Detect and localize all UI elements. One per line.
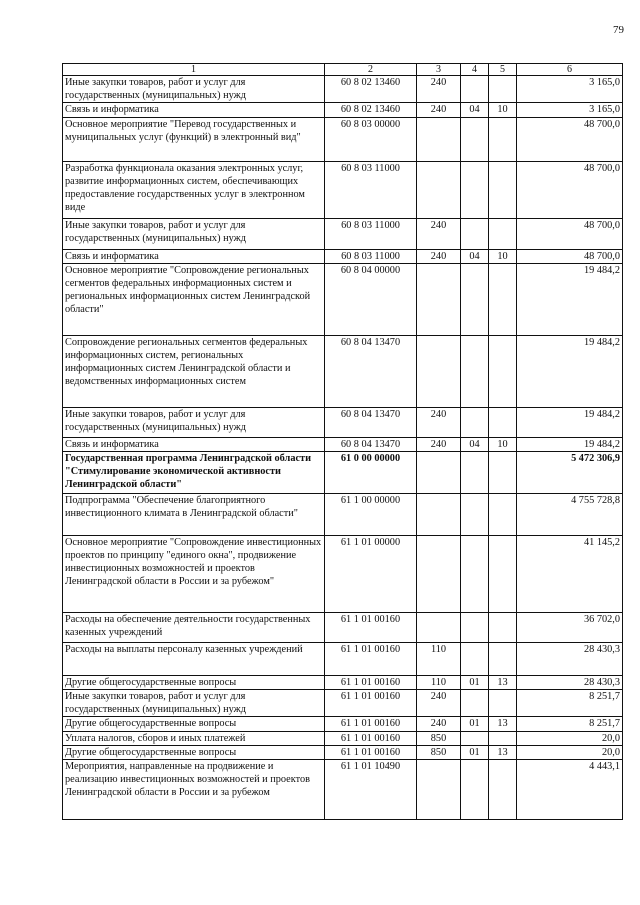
row-expense-type: 850	[417, 731, 461, 745]
row-name: Расходы на обеспечение деятельности государственных казенных учреждений	[63, 612, 325, 642]
table-row	[63, 249, 623, 263]
row-code: 60 8 04 13470	[325, 407, 417, 437]
row-expense-type: 240	[417, 407, 461, 437]
row-section: 04	[461, 437, 489, 451]
row-expense-type: 110	[417, 675, 461, 689]
row-sum: 8 251,7	[517, 690, 623, 717]
row-subsection	[489, 612, 517, 642]
row-section	[461, 76, 489, 103]
row-subsection: 10	[489, 437, 517, 451]
header-col-2: 2	[325, 64, 417, 76]
row-code: 61 0 00 00000	[325, 451, 417, 493]
row-subsection	[489, 731, 517, 745]
row-code: 61 1 00 00000	[325, 493, 417, 535]
header-col-5: 5	[489, 64, 517, 76]
row-section	[461, 731, 489, 745]
row-name: Другие общегосударственные вопросы	[63, 675, 325, 689]
table-row	[63, 745, 623, 759]
row-name: Расходы на выплаты персоналу казенных учреждений	[63, 642, 325, 675]
row-expense-type	[417, 117, 461, 161]
row-code: 60 8 03 00000	[325, 117, 417, 161]
row-subsection	[489, 76, 517, 103]
row-expense-type: 240	[417, 76, 461, 103]
row-name: Основное мероприятие "Сопровождение региональных сегментов федеральных информационных систем и региональных информационных систем Ленинградской области"	[63, 263, 325, 335]
row-code: 61 1 01 00160	[325, 690, 417, 717]
row-code: 60 8 03 11000	[325, 161, 417, 218]
row-expense-type	[417, 451, 461, 493]
row-name: Разработка функционала оказания электронных услуг, развитие информационных систем, обеспечивающих предоставление государственных услуг в электронном виде	[63, 161, 325, 218]
row-subsection	[489, 759, 517, 819]
row-subsection	[489, 263, 517, 335]
table-row	[63, 493, 623, 535]
table-row	[63, 731, 623, 745]
table-body	[63, 76, 623, 820]
row-subsection: 13	[489, 717, 517, 731]
page-number: 79	[613, 24, 624, 36]
row-section	[461, 451, 489, 493]
row-expense-type	[417, 493, 461, 535]
row-expense-type: 240	[417, 690, 461, 717]
table-row	[63, 642, 623, 675]
row-subsection: 10	[489, 103, 517, 117]
row-name: Подпрограмма "Обеспечение благоприятного инвестиционного климата в Ленинградской области"	[63, 493, 325, 535]
row-sum: 48 700,0	[517, 249, 623, 263]
row-section	[461, 161, 489, 218]
row-subsection	[489, 493, 517, 535]
row-section	[461, 535, 489, 612]
row-code: 61 1 01 00160	[325, 731, 417, 745]
table-row	[63, 218, 623, 249]
table-row	[63, 535, 623, 612]
row-code: 61 1 01 00160	[325, 745, 417, 759]
row-name: Основное мероприятие "Сопровождение инвестиционных проектов по принципу "единого окна", продвижение инвестиционных возможностей и проектов Ленинградской области в России и за рубежом"	[63, 535, 325, 612]
row-section: 01	[461, 745, 489, 759]
row-code: 60 8 03 11000	[325, 218, 417, 249]
row-name: Связь и информатика	[63, 437, 325, 451]
table-row	[63, 263, 623, 335]
row-code: 61 1 01 00160	[325, 675, 417, 689]
table-row	[63, 76, 623, 103]
row-expense-type	[417, 535, 461, 612]
row-section	[461, 117, 489, 161]
row-name: Иные закупки товаров, работ и услуг для государственных (муниципальных) нужд	[63, 76, 325, 103]
row-code: 61 1 01 00160	[325, 612, 417, 642]
row-subsection	[489, 451, 517, 493]
row-expense-type: 240	[417, 103, 461, 117]
table-row	[63, 335, 623, 407]
row-expense-type	[417, 263, 461, 335]
budget-table	[62, 63, 623, 820]
row-subsection	[489, 642, 517, 675]
table-row	[63, 717, 623, 731]
table-row	[63, 437, 623, 451]
row-sum: 3 165,0	[517, 76, 623, 103]
row-section	[461, 218, 489, 249]
row-subsection	[489, 218, 517, 249]
row-sum: 19 484,2	[517, 263, 623, 335]
row-sum: 48 700,0	[517, 117, 623, 161]
row-expense-type	[417, 612, 461, 642]
row-sum: 4 443,1	[517, 759, 623, 819]
table-row	[63, 690, 623, 717]
row-code: 60 8 04 13470	[325, 335, 417, 407]
row-subsection	[489, 161, 517, 218]
header-row	[63, 64, 623, 76]
row-name: Связь и информатика	[63, 249, 325, 263]
row-code: 60 8 04 13470	[325, 437, 417, 451]
row-expense-type: 240	[417, 437, 461, 451]
row-subsection	[489, 690, 517, 717]
row-subsection	[489, 535, 517, 612]
row-sum: 5 472 306,9	[517, 451, 623, 493]
row-name: Иные закупки товаров, работ и услуг для государственных (муниципальных) нужд	[63, 218, 325, 249]
row-expense-type	[417, 759, 461, 819]
header-col-4: 4	[461, 64, 489, 76]
row-sum: 19 484,2	[517, 407, 623, 437]
row-sum: 28 430,3	[517, 642, 623, 675]
row-code: 60 8 04 00000	[325, 263, 417, 335]
row-subsection	[489, 335, 517, 407]
row-subsection	[489, 407, 517, 437]
header-col-1: 1	[63, 64, 325, 76]
row-name: Основное мероприятие "Перевод государственных и муниципальных услуг (функций) в электронный вид"	[63, 117, 325, 161]
row-sum: 8 251,7	[517, 717, 623, 731]
row-code: 61 1 01 00160	[325, 642, 417, 675]
row-name: Сопровождение региональных сегментов федеральных информационных систем, региональных информационных систем Ленинградской области и ведомственных информационных систем	[63, 335, 325, 407]
row-sum: 20,0	[517, 731, 623, 745]
row-section	[461, 493, 489, 535]
row-sum: 4 755 728,8	[517, 493, 623, 535]
row-subsection: 13	[489, 745, 517, 759]
row-sum: 19 484,2	[517, 437, 623, 451]
header-col-6: 6	[517, 64, 623, 76]
row-name: Иные закупки товаров, работ и услуг для государственных (муниципальных) нужд	[63, 407, 325, 437]
row-code: 60 8 03 11000	[325, 249, 417, 263]
row-sum: 3 165,0	[517, 103, 623, 117]
table-row	[63, 103, 623, 117]
row-sum: 48 700,0	[517, 161, 623, 218]
row-code: 61 1 01 10490	[325, 759, 417, 819]
table-row	[63, 759, 623, 819]
row-section	[461, 407, 489, 437]
row-sum: 19 484,2	[517, 335, 623, 407]
row-section: 01	[461, 717, 489, 731]
row-expense-type: 240	[417, 249, 461, 263]
table-row	[63, 117, 623, 161]
table-row	[63, 451, 623, 493]
row-subsection: 13	[489, 675, 517, 689]
row-name: Государственная программа Ленинградской области "Стимулирование экономической активности Ленинградской области"	[63, 451, 325, 493]
row-section: 04	[461, 103, 489, 117]
row-name: Мероприятия, направленные на продвижение и реализацию инвестиционных возможностей и проектов Ленинградской области в России и за рубежом	[63, 759, 325, 819]
row-expense-type: 850	[417, 745, 461, 759]
row-section	[461, 612, 489, 642]
row-name: Другие общегосударственные вопросы	[63, 717, 325, 731]
row-name: Иные закупки товаров, работ и услуг для государственных (муниципальных) нужд	[63, 690, 325, 717]
row-sum: 28 430,3	[517, 675, 623, 689]
row-expense-type	[417, 161, 461, 218]
row-code: 61 1 01 00160	[325, 717, 417, 731]
row-code: 61 1 01 00000	[325, 535, 417, 612]
row-section	[461, 690, 489, 717]
row-section	[461, 642, 489, 675]
row-subsection	[489, 117, 517, 161]
table-row	[63, 612, 623, 642]
row-name: Другие общегосударственные вопросы	[63, 745, 325, 759]
row-sum: 48 700,0	[517, 218, 623, 249]
row-expense-type: 110	[417, 642, 461, 675]
row-expense-type: 240	[417, 218, 461, 249]
row-name: Уплата налогов, сборов и иных платежей	[63, 731, 325, 745]
row-section: 04	[461, 249, 489, 263]
header-col-3: 3	[417, 64, 461, 76]
row-section	[461, 335, 489, 407]
row-expense-type: 240	[417, 717, 461, 731]
row-code: 60 8 02 13460	[325, 103, 417, 117]
row-section	[461, 263, 489, 335]
row-sum: 41 145,2	[517, 535, 623, 612]
row-name: Связь и информатика	[63, 103, 325, 117]
row-code: 60 8 02 13460	[325, 76, 417, 103]
row-section: 01	[461, 675, 489, 689]
table-row	[63, 407, 623, 437]
row-sum: 20,0	[517, 745, 623, 759]
row-subsection: 10	[489, 249, 517, 263]
table-row	[63, 675, 623, 689]
row-section	[461, 759, 489, 819]
row-sum: 36 702,0	[517, 612, 623, 642]
table-row	[63, 161, 623, 218]
row-expense-type	[417, 335, 461, 407]
